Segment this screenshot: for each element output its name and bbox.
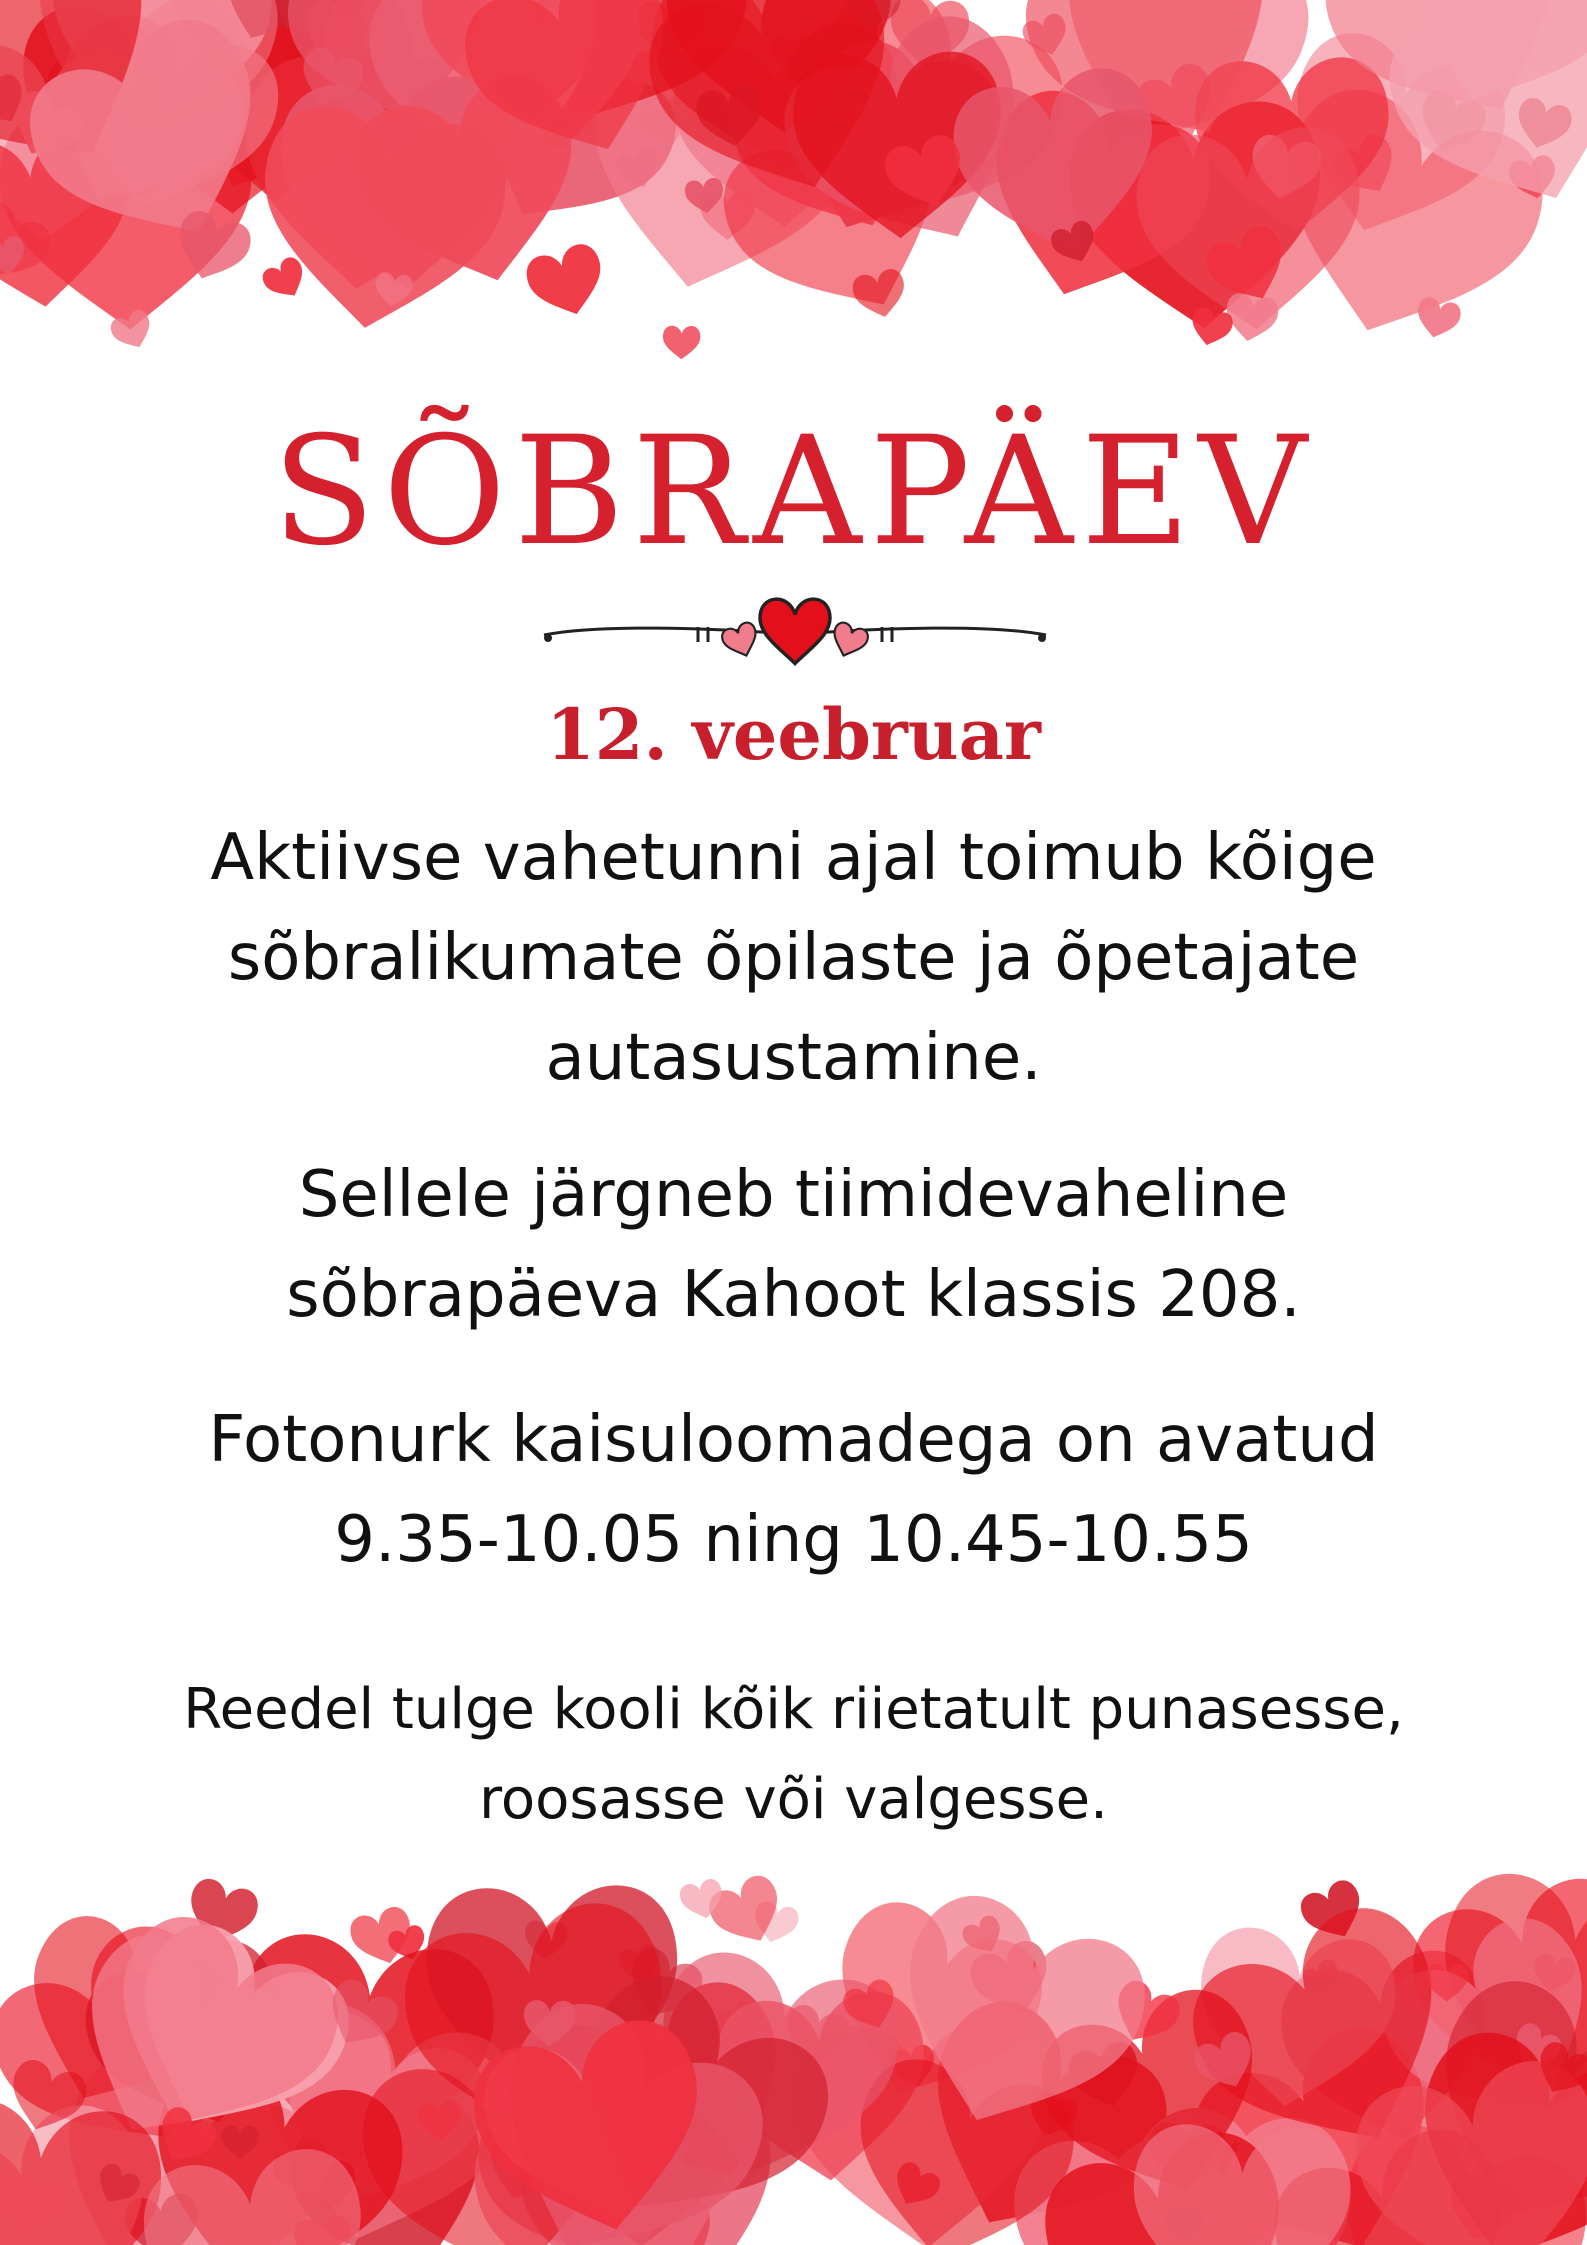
event-date: 12. veebruar <box>546 693 1041 776</box>
paragraph-photo-corner: Fotonurk kaisuloomadega on avatud 9.35-10.05 ning 10.45-10.55 <box>208 1403 1379 1577</box>
paragraph-kahoot: Sellele järgneb tiimidevaheline sõbrapäeva Kahoot klassis 208. <box>286 1158 1301 1332</box>
heart-icon <box>663 326 701 360</box>
paragraph-dress-code: Reedel tulge kooli kõik riietatult punasesse, roosasse või valgesse. <box>183 1677 1404 1832</box>
heart-divider-icon <box>540 580 1050 675</box>
paragraph-awards: Aktiivse vahetunni ajal toimub kõige sõbralikumate õpilaste ja õpetajate autasustamine. <box>210 821 1377 1095</box>
hearts-decoration-bottom <box>0 1860 1587 2245</box>
hearts-decoration-top <box>0 0 1587 380</box>
poster-title: SÕBRAPÄEV <box>272 405 1315 579</box>
heart-icon <box>522 240 613 325</box>
